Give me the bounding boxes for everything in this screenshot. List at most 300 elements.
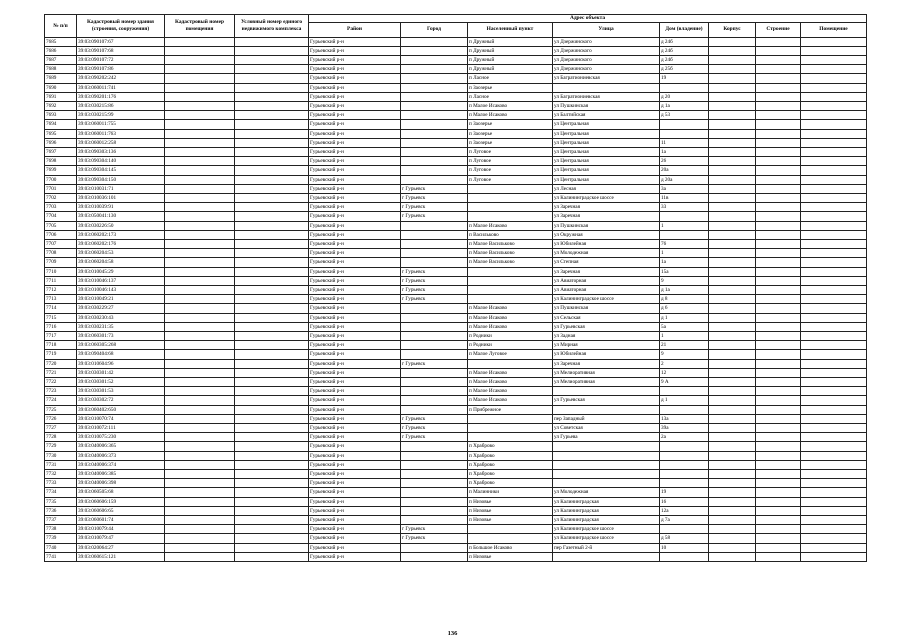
table-cell: п Малое Исаково bbox=[468, 221, 553, 230]
table-cell: 7740 bbox=[45, 543, 77, 552]
table-cell bbox=[801, 276, 867, 285]
table-cell: 7721 bbox=[45, 368, 77, 377]
table-cell: Гурьевский р-н bbox=[309, 46, 401, 55]
table-cell: 39:03:030301:53 bbox=[77, 387, 165, 396]
table-cell: 39:03:010075:230 bbox=[77, 433, 165, 442]
table-cell bbox=[801, 322, 867, 331]
table-cell: 20а bbox=[660, 166, 709, 175]
table-cell: Гурьевский р-н bbox=[309, 111, 401, 120]
table-cell: 7686 bbox=[45, 46, 77, 55]
table-cell: 12 bbox=[660, 368, 709, 377]
table-cell: 9 А bbox=[660, 378, 709, 387]
table-cell bbox=[756, 65, 801, 74]
table-cell bbox=[165, 55, 235, 64]
table-cell: 39:03:060301:73 bbox=[77, 332, 165, 341]
table-cell: ул Центральная bbox=[553, 120, 660, 129]
table-cell bbox=[235, 488, 309, 497]
table-cell bbox=[660, 460, 709, 469]
table-cell bbox=[553, 405, 660, 414]
table-row bbox=[45, 147, 867, 156]
table-cell: 13а bbox=[660, 414, 709, 423]
table-cell bbox=[235, 387, 309, 396]
table-cell bbox=[660, 479, 709, 488]
table-row bbox=[45, 55, 867, 64]
table-cell bbox=[235, 433, 309, 442]
table-cell: 7739 bbox=[45, 534, 77, 543]
table-cell bbox=[801, 341, 867, 350]
table-cell bbox=[801, 488, 867, 497]
table-row bbox=[45, 239, 867, 248]
table-cell: 39:03:030302:72 bbox=[77, 396, 165, 405]
table-cell: п Дружный bbox=[468, 65, 553, 74]
table-cell: п Храброво bbox=[468, 451, 553, 460]
table-cell bbox=[756, 55, 801, 64]
table-cell: п Прибрежное bbox=[468, 405, 553, 414]
table-cell bbox=[401, 516, 468, 525]
table-cell: 39:03:090107:68 bbox=[77, 46, 165, 55]
table-cell bbox=[401, 350, 468, 359]
table-cell: 7726 bbox=[45, 414, 77, 423]
table-cell bbox=[165, 101, 235, 110]
table-cell bbox=[709, 424, 756, 433]
table-cell: 39:03:060011:741 bbox=[77, 83, 165, 92]
table-cell: 7689 bbox=[45, 74, 77, 83]
table-cell bbox=[709, 433, 756, 442]
table-cell: 7717 bbox=[45, 332, 77, 341]
table-cell bbox=[235, 239, 309, 248]
table-cell bbox=[801, 460, 867, 469]
table-cell bbox=[709, 147, 756, 156]
table-row bbox=[45, 396, 867, 405]
table-cell: г Гурьевск bbox=[401, 433, 468, 442]
table-cell bbox=[165, 92, 235, 101]
table-cell: г Гурьевск bbox=[401, 285, 468, 294]
table-cell: ул Мирная bbox=[553, 341, 660, 350]
table-cell bbox=[709, 120, 756, 129]
table-cell bbox=[235, 55, 309, 64]
table-cell bbox=[801, 405, 867, 414]
table-cell: ул Гурьевская bbox=[553, 396, 660, 405]
table-cell bbox=[801, 313, 867, 322]
table-cell: ул Калининградское шоссе bbox=[553, 525, 660, 534]
table-cell bbox=[235, 212, 309, 221]
table-cell: 16 bbox=[660, 497, 709, 506]
table-cell: 39:03:090404:68 bbox=[77, 350, 165, 359]
table-cell: 39:03:010079:44 bbox=[77, 525, 165, 534]
table-cell: 7710 bbox=[45, 267, 77, 276]
table-cell bbox=[709, 129, 756, 138]
table-cell bbox=[801, 175, 867, 184]
table-cell: 1 bbox=[660, 249, 709, 258]
table-cell: ул Заречная bbox=[553, 203, 660, 212]
table-row bbox=[45, 285, 867, 294]
table-cell: Гурьевский р-н bbox=[309, 285, 401, 294]
table-cell: 1 bbox=[660, 221, 709, 230]
table-cell: Гурьевский р-н bbox=[309, 442, 401, 451]
table-cell bbox=[165, 239, 235, 248]
table-cell: 7724 bbox=[45, 396, 77, 405]
table-cell: Гурьевский р-н bbox=[309, 230, 401, 239]
table-cell: ул Центральная bbox=[553, 147, 660, 156]
table-cell bbox=[801, 111, 867, 120]
table-cell bbox=[801, 525, 867, 534]
table-cell: Гурьевский р-н bbox=[309, 221, 401, 230]
table-cell: 19 bbox=[660, 488, 709, 497]
table-cell bbox=[165, 313, 235, 322]
table-cell bbox=[235, 313, 309, 322]
table-row bbox=[45, 37, 867, 46]
table-cell bbox=[553, 460, 660, 469]
table-cell: 39:03:030231:35 bbox=[77, 322, 165, 331]
table-cell bbox=[801, 55, 867, 64]
table-cell bbox=[756, 193, 801, 202]
table-cell bbox=[468, 433, 553, 442]
table-cell: ул Молодежная bbox=[553, 249, 660, 258]
table-cell bbox=[401, 147, 468, 156]
table-cell: 1а bbox=[660, 258, 709, 267]
table-cell: 7736 bbox=[45, 506, 77, 515]
table-cell bbox=[165, 470, 235, 479]
table-cell: Гурьевский р-н bbox=[309, 341, 401, 350]
table-cell: 7712 bbox=[45, 285, 77, 294]
table-cell: г Гурьевск bbox=[401, 534, 468, 543]
table-cell bbox=[801, 221, 867, 230]
table-cell: Гурьевский р-н bbox=[309, 313, 401, 322]
table-cell: 7707 bbox=[45, 239, 77, 248]
table-cell: 39:03:030226:50 bbox=[77, 221, 165, 230]
table-row bbox=[45, 249, 867, 258]
table-cell: Гурьевский р-н bbox=[309, 424, 401, 433]
table-cell: ул Заречная bbox=[553, 212, 660, 221]
table-cell: ул Мелиоративная bbox=[553, 378, 660, 387]
table-cell bbox=[756, 83, 801, 92]
table-cell: п Малое Исаково bbox=[468, 368, 553, 377]
table-cell bbox=[401, 166, 468, 175]
table-cell bbox=[756, 359, 801, 368]
table-cell: 39:03:060402:650 bbox=[77, 405, 165, 414]
table-cell: Гурьевский р-н bbox=[309, 359, 401, 368]
table-cell bbox=[401, 138, 468, 147]
table-row bbox=[45, 433, 867, 442]
table-cell: Гурьевский р-н bbox=[309, 470, 401, 479]
table-row bbox=[45, 543, 867, 552]
table-cell: 7702 bbox=[45, 193, 77, 202]
table-cell bbox=[801, 129, 867, 138]
table-cell: 7693 bbox=[45, 111, 77, 120]
table-cell: п Малое Исаково bbox=[468, 387, 553, 396]
table-cell: ул Задная bbox=[553, 332, 660, 341]
table-cell: п Ласное bbox=[468, 92, 553, 101]
table-cell: ул Сельская bbox=[553, 313, 660, 322]
table-cell bbox=[401, 249, 468, 258]
table-cell bbox=[401, 175, 468, 184]
table-cell bbox=[235, 497, 309, 506]
table-row bbox=[45, 295, 867, 304]
table-cell: 7688 bbox=[45, 65, 77, 74]
table-cell bbox=[756, 460, 801, 469]
table-row bbox=[45, 451, 867, 460]
table-cell: п Малое Васильково bbox=[468, 249, 553, 258]
table-cell: 39:03:010046:143 bbox=[77, 285, 165, 294]
table-cell bbox=[468, 285, 553, 294]
table-cell bbox=[709, 92, 756, 101]
table-cell: Гурьевский р-н bbox=[309, 193, 401, 202]
table-cell: 39а bbox=[660, 424, 709, 433]
table-cell bbox=[235, 552, 309, 561]
table-cell: 39:03:090202:242 bbox=[77, 74, 165, 83]
table-cell: г Гурьевск bbox=[401, 184, 468, 193]
table-cell bbox=[235, 322, 309, 331]
table-cell: пер Газетный 2-й bbox=[553, 543, 660, 552]
table-cell bbox=[709, 46, 756, 55]
table-cell bbox=[660, 442, 709, 451]
table-cell bbox=[165, 74, 235, 83]
table-cell bbox=[235, 157, 309, 166]
table-cell bbox=[709, 387, 756, 396]
table-cell: 76 bbox=[660, 239, 709, 248]
table-cell: 21 bbox=[660, 341, 709, 350]
table-cell bbox=[401, 341, 468, 350]
table-cell: 7701 bbox=[45, 184, 77, 193]
table-cell: ул Калининградское шоссе bbox=[553, 193, 660, 202]
table-cell: г Гурьевск bbox=[401, 414, 468, 423]
table-row bbox=[45, 203, 867, 212]
table-cell: 7713 bbox=[45, 295, 77, 304]
table-cell: 9 bbox=[660, 276, 709, 285]
table-cell: 7735 bbox=[45, 497, 77, 506]
table-row bbox=[45, 46, 867, 55]
table-cell: 3а bbox=[660, 184, 709, 193]
table-cell: 39:03:010079:47 bbox=[77, 534, 165, 543]
table-cell bbox=[235, 543, 309, 552]
table-cell bbox=[401, 378, 468, 387]
header-district: Район bbox=[309, 22, 401, 37]
table-cell: 7697 bbox=[45, 147, 77, 156]
table-cell bbox=[401, 239, 468, 248]
table-cell: д 1 bbox=[660, 313, 709, 322]
table-cell: ул Гурьева bbox=[553, 433, 660, 442]
table-cell: д 7а bbox=[660, 516, 709, 525]
table-cell bbox=[235, 332, 309, 341]
table-cell: г Гурьевск bbox=[401, 193, 468, 202]
header-conditional-complex: Условный номер единого недвижимого комплекса bbox=[235, 15, 309, 38]
table-cell: п Малое Исаково bbox=[468, 111, 553, 120]
table-cell: ул Юбилейная bbox=[553, 350, 660, 359]
table-cell bbox=[801, 212, 867, 221]
table-cell: 9 bbox=[660, 350, 709, 359]
table-cell bbox=[801, 332, 867, 341]
table-cell: ул Пушкинская bbox=[553, 101, 660, 110]
table-cell bbox=[709, 332, 756, 341]
table-row bbox=[45, 74, 867, 83]
table-cell bbox=[235, 138, 309, 147]
table-cell: Гурьевский р-н bbox=[309, 332, 401, 341]
table-cell bbox=[709, 166, 756, 175]
table-cell bbox=[756, 332, 801, 341]
table-cell bbox=[165, 433, 235, 442]
table-cell bbox=[165, 378, 235, 387]
table-cell: ул Заречная bbox=[553, 267, 660, 276]
table-cell: Гурьевский р-н bbox=[309, 120, 401, 129]
table-cell bbox=[756, 506, 801, 515]
table-cell: ул Калининградская bbox=[553, 516, 660, 525]
table-cell: 26 bbox=[660, 157, 709, 166]
table-row bbox=[45, 414, 867, 423]
table-cell bbox=[165, 543, 235, 552]
table-cell bbox=[235, 359, 309, 368]
table-cell: ул Заречная bbox=[553, 359, 660, 368]
table-cell: Гурьевский р-н bbox=[309, 368, 401, 377]
table-cell: 7692 bbox=[45, 101, 77, 110]
table-cell bbox=[660, 525, 709, 534]
table-cell bbox=[709, 285, 756, 294]
table-cell: 39:03:060202:173 bbox=[77, 230, 165, 239]
table-cell: 7700 bbox=[45, 175, 77, 184]
table-cell: д 20а bbox=[660, 175, 709, 184]
table-cell bbox=[235, 396, 309, 405]
table-cell bbox=[553, 470, 660, 479]
table-cell: 7711 bbox=[45, 276, 77, 285]
table-cell bbox=[801, 138, 867, 147]
table-cell bbox=[801, 350, 867, 359]
table-row bbox=[45, 350, 867, 359]
table-cell bbox=[401, 442, 468, 451]
table-cell bbox=[709, 341, 756, 350]
table-cell bbox=[801, 65, 867, 74]
table-cell: Гурьевский р-н bbox=[309, 37, 401, 46]
table-cell bbox=[709, 552, 756, 561]
table-cell bbox=[553, 442, 660, 451]
table-cell bbox=[709, 193, 756, 202]
table-cell bbox=[235, 249, 309, 258]
table-cell: Гурьевский р-н bbox=[309, 203, 401, 212]
table-cell: 39:03:040006:374 bbox=[77, 460, 165, 469]
table-cell bbox=[401, 157, 468, 166]
table-cell: п Храброво bbox=[468, 479, 553, 488]
table-cell: 39:03:090304:145 bbox=[77, 166, 165, 175]
table-cell: д 58 bbox=[660, 534, 709, 543]
table-cell bbox=[235, 166, 309, 175]
table-cell bbox=[401, 332, 468, 341]
table-cell: ул Гурьевская bbox=[553, 322, 660, 331]
table-cell bbox=[235, 83, 309, 92]
table-cell bbox=[756, 543, 801, 552]
table-cell: 7719 bbox=[45, 350, 77, 359]
table-cell: 1а bbox=[660, 147, 709, 156]
table-cell: Гурьевский р-н bbox=[309, 525, 401, 534]
table-cell bbox=[709, 258, 756, 267]
table-cell: Гурьевский р-н bbox=[309, 239, 401, 248]
table-cell bbox=[801, 543, 867, 552]
table-cell bbox=[801, 442, 867, 451]
table-cell: п Дружный bbox=[468, 37, 553, 46]
table-row bbox=[45, 258, 867, 267]
table-cell bbox=[165, 221, 235, 230]
table-cell: 39:03:010046:137 bbox=[77, 276, 165, 285]
table-cell bbox=[165, 497, 235, 506]
table-cell: 39:03:010070:74 bbox=[77, 414, 165, 423]
table-cell bbox=[401, 74, 468, 83]
table-cell bbox=[709, 368, 756, 377]
table-cell: п Родники bbox=[468, 332, 553, 341]
table-cell bbox=[235, 341, 309, 350]
table-cell: д 1а bbox=[660, 285, 709, 294]
table-cell bbox=[709, 506, 756, 515]
table-cell: 11в bbox=[660, 193, 709, 202]
table-cell: г Гурьевск bbox=[401, 424, 468, 433]
table-cell: 39:03:030230:43 bbox=[77, 313, 165, 322]
table-cell bbox=[235, 230, 309, 239]
table-cell bbox=[660, 470, 709, 479]
table-cell: 39:03:060606:159 bbox=[77, 497, 165, 506]
table-cell: 39:03:060606:65 bbox=[77, 506, 165, 515]
table-cell bbox=[165, 138, 235, 147]
table-cell bbox=[165, 479, 235, 488]
table-row bbox=[45, 424, 867, 433]
table-cell bbox=[709, 157, 756, 166]
table-cell bbox=[401, 83, 468, 92]
table-cell bbox=[401, 258, 468, 267]
table-cell bbox=[801, 37, 867, 46]
table-cell bbox=[801, 497, 867, 506]
table-cell bbox=[801, 414, 867, 423]
table-cell bbox=[165, 37, 235, 46]
table-cell bbox=[235, 221, 309, 230]
table-cell bbox=[401, 92, 468, 101]
table-cell bbox=[756, 552, 801, 561]
table-cell: 39:03:030215:99 bbox=[77, 111, 165, 120]
table-cell bbox=[660, 451, 709, 460]
table-cell: п Васильково bbox=[468, 230, 553, 239]
table-cell bbox=[235, 368, 309, 377]
table-cell bbox=[165, 46, 235, 55]
table-cell bbox=[401, 129, 468, 138]
table-cell bbox=[165, 552, 235, 561]
table-row bbox=[45, 460, 867, 469]
table-cell: Гурьевский р-н bbox=[309, 350, 401, 359]
table-cell: 39:03:030215:86 bbox=[77, 101, 165, 110]
table-row bbox=[45, 138, 867, 147]
table-cell bbox=[756, 175, 801, 184]
table-cell: 39:03:060202:176 bbox=[77, 239, 165, 248]
table-cell bbox=[756, 249, 801, 258]
table-row bbox=[45, 129, 867, 138]
table-cell bbox=[709, 350, 756, 359]
table-cell bbox=[235, 147, 309, 156]
table-cell: ул Калининградская bbox=[553, 497, 660, 506]
table-cell bbox=[165, 212, 235, 221]
table-cell bbox=[401, 405, 468, 414]
table-cell: 7706 bbox=[45, 230, 77, 239]
table-cell: 2 bbox=[660, 359, 709, 368]
table-cell: ул Дзержинского bbox=[553, 55, 660, 64]
table-cell bbox=[756, 258, 801, 267]
table-cell: д 24б bbox=[660, 46, 709, 55]
table-cell: 7722 bbox=[45, 378, 77, 387]
table-cell bbox=[401, 396, 468, 405]
table-cell bbox=[165, 83, 235, 92]
table-cell bbox=[756, 414, 801, 423]
table-cell bbox=[709, 295, 756, 304]
table-cell: Гурьевский р-н bbox=[309, 276, 401, 285]
table-cell bbox=[756, 101, 801, 110]
table-cell: 7741 bbox=[45, 552, 77, 561]
table-cell: Гурьевский р-н bbox=[309, 184, 401, 193]
header-pomeshchenie: Помещение bbox=[801, 22, 867, 37]
table-cell: п Заозерье bbox=[468, 138, 553, 147]
table-cell bbox=[801, 552, 867, 561]
table-cell bbox=[801, 470, 867, 479]
